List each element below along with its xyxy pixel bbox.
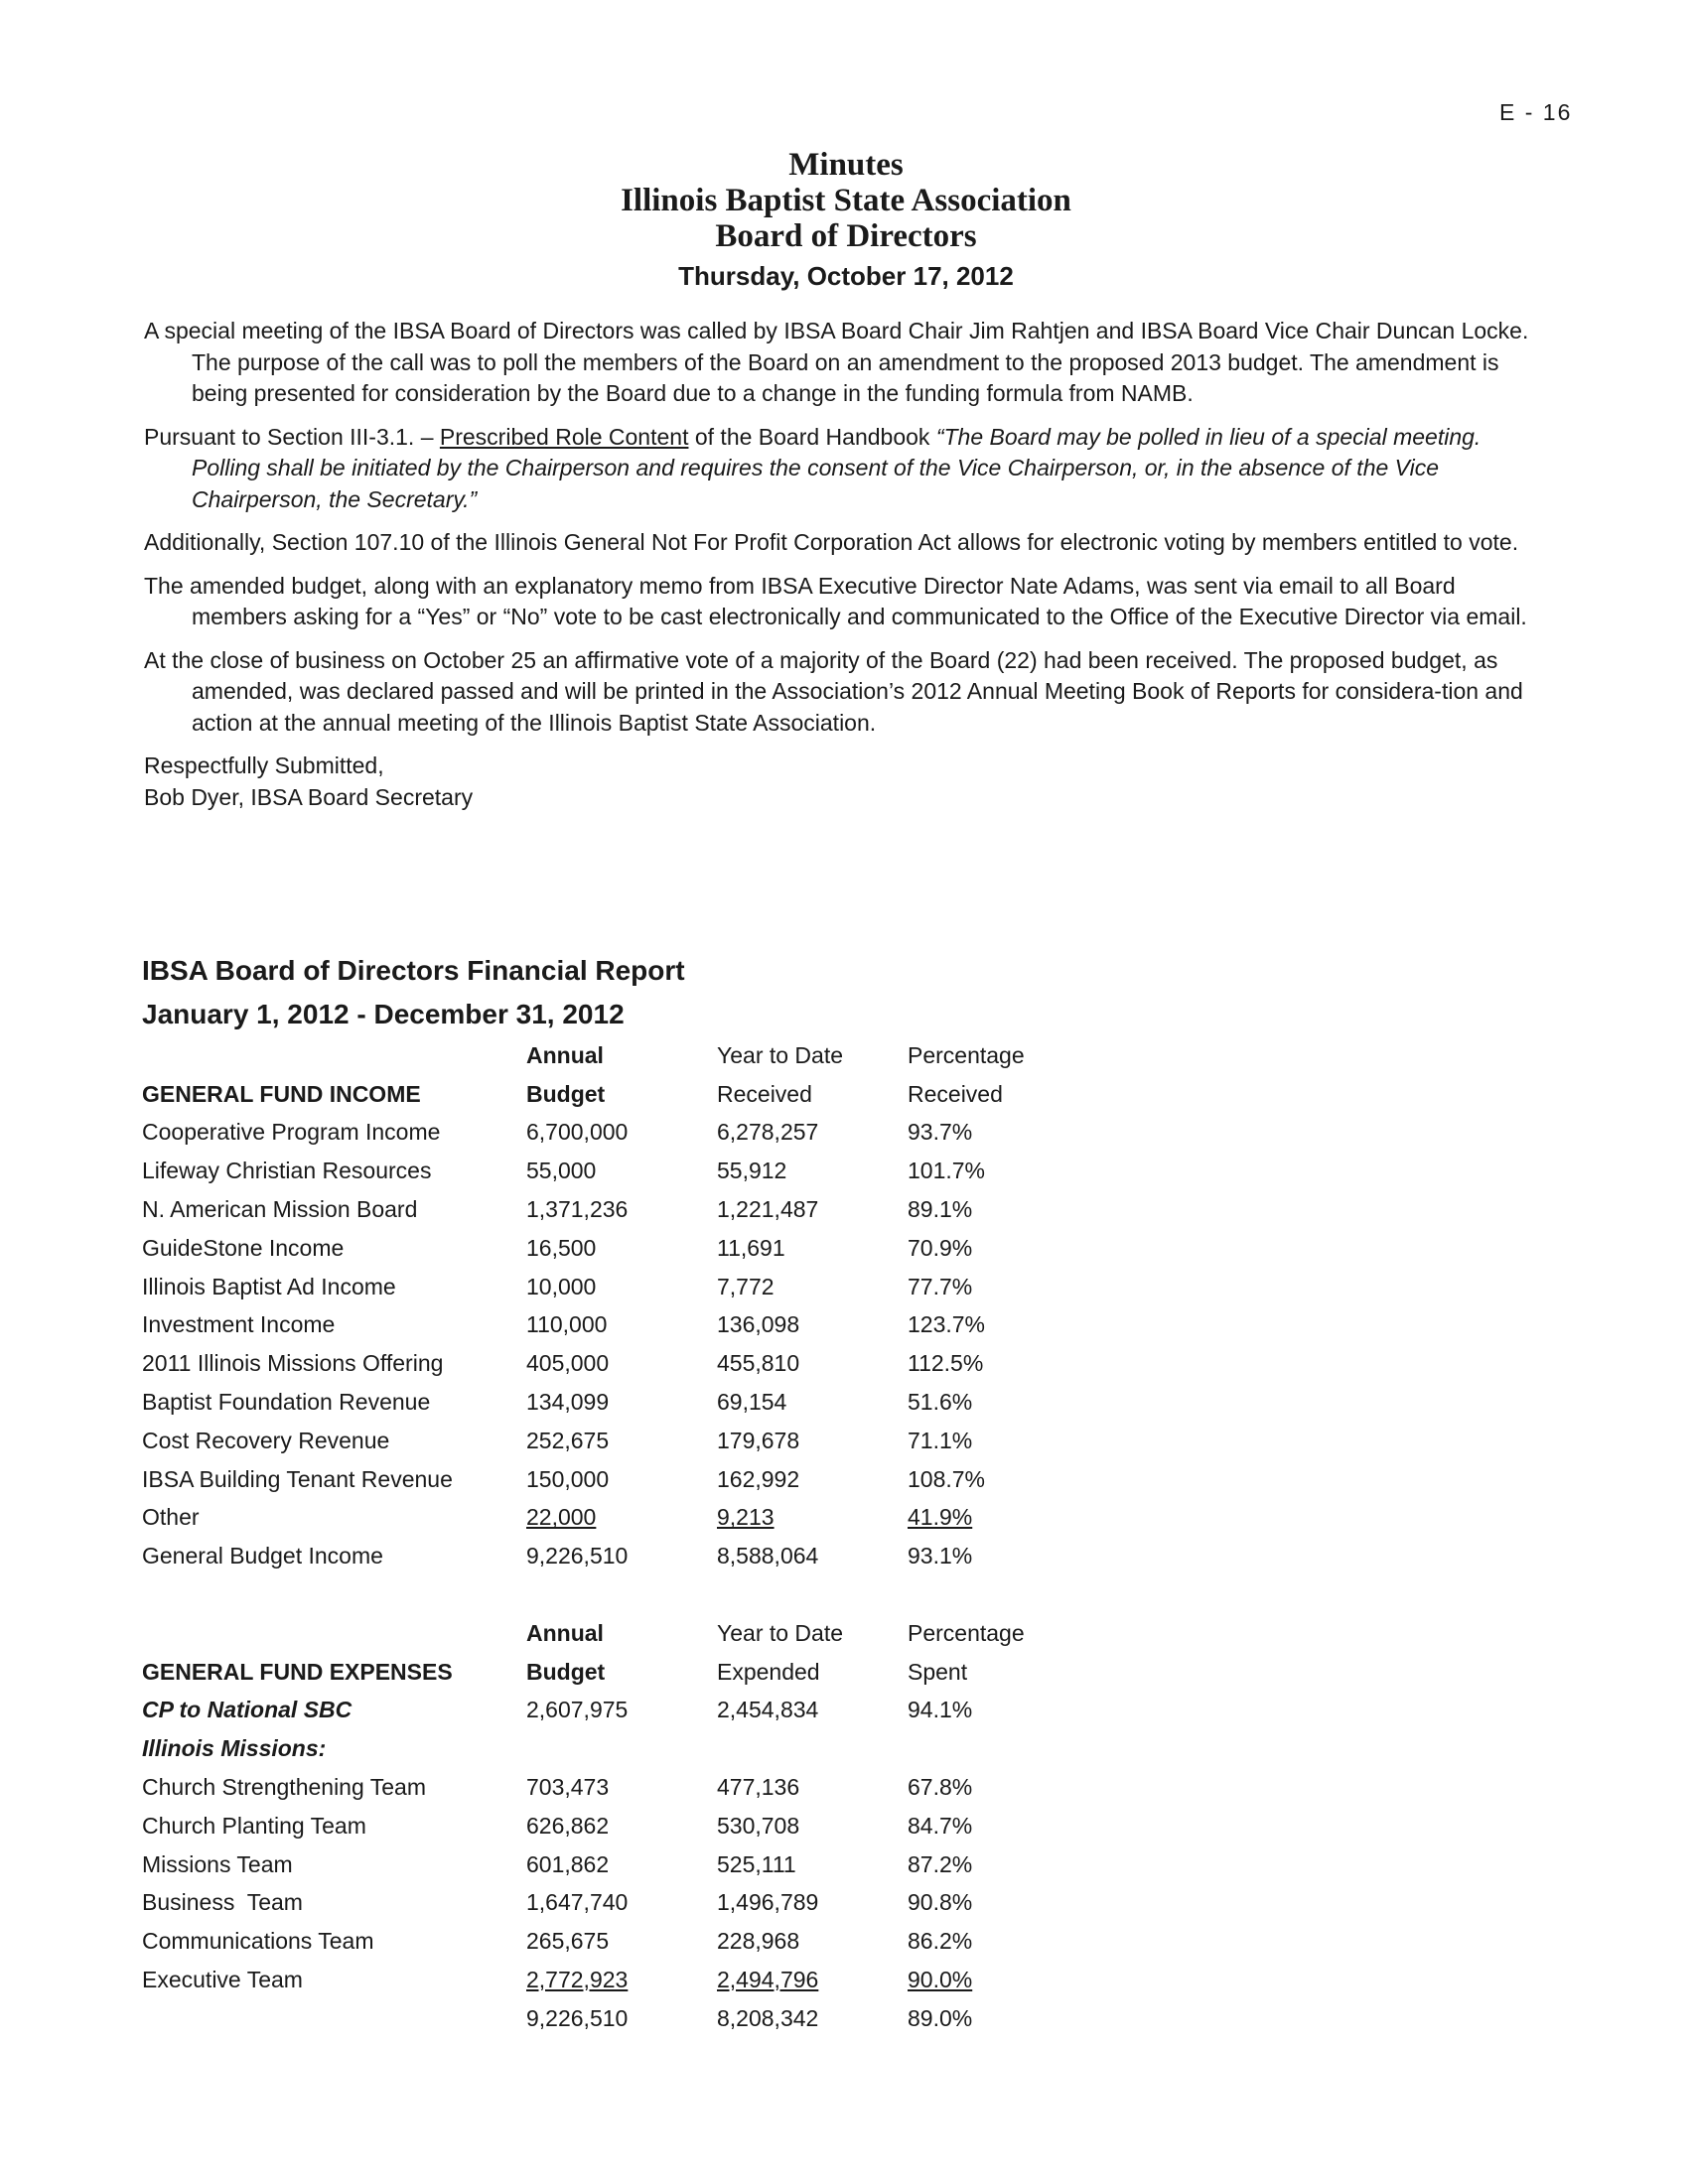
table-row [142, 1807, 1086, 1845]
table-cell: 2,454,834 [717, 1697, 819, 1723]
table-cell: Executive Team [142, 1967, 303, 1993]
table-cell: 51.6% [908, 1389, 973, 1416]
table-row [142, 1152, 1086, 1190]
table-cell: 2011 Illinois Missions Offering [142, 1350, 444, 1377]
table-cell: 6,278,257 [717, 1119, 819, 1146]
table-cell: 228,968 [717, 1928, 800, 1955]
table-cell: Percentage [908, 1619, 1025, 1646]
handbook-text-pre: Pursuant to Section III-3.1. – [144, 423, 440, 450]
table-cell: 87.2% [908, 1850, 973, 1877]
table-row [142, 1922, 1086, 1961]
paragraph-amended-budget: The amended budget, along with an explanatory memo from IBSA Executive Director Nate Adams, was sent via email to all Board members asking for a “Yes” or “No” vote to be cast electronically and communicated to the Office of the Executive Director via email. [144, 572, 1527, 629]
table-cell: 69,154 [717, 1389, 787, 1416]
table-cell: Other [142, 1504, 200, 1531]
table-cell: 11,691 [717, 1234, 785, 1261]
handbook-text-mid: of the Board Handbook [688, 423, 936, 450]
table-cell: Lifeway Christian Resources [142, 1158, 432, 1184]
table-cell: N. American Mission Board [142, 1196, 418, 1223]
expense-header-row-2 [142, 1653, 1086, 1692]
expense-header-row-1 [142, 1614, 1086, 1653]
table-cell: 1,647,740 [526, 1889, 629, 1916]
table-cell: Percentage [908, 1041, 1025, 1068]
report-period: January 1, 2012 - December 31, 2012 [142, 999, 625, 1029]
table-cell: Year to Date [717, 1041, 844, 1068]
table-row [142, 1692, 1086, 1730]
table-cell: CP to National SBC [142, 1697, 352, 1723]
table-cell: 8,588,064 [717, 1543, 819, 1570]
income-header-row-2 [142, 1075, 1086, 1114]
table-cell: 67.8% [908, 1774, 973, 1801]
table-cell: 22,000 [526, 1504, 597, 1531]
table-cell: 162,992 [717, 1465, 800, 1492]
table-cell: 112.5% [908, 1350, 984, 1377]
heading-board: Board of Directors [715, 218, 977, 254]
table-cell: General Budget Income [142, 1543, 383, 1570]
expense-total-row [142, 1999, 1086, 2038]
table-row [142, 1383, 1086, 1422]
table-cell: 150,000 [526, 1465, 610, 1492]
heading-minutes: Minutes [788, 147, 904, 183]
table-cell: 70.9% [908, 1234, 973, 1261]
document-heading [0, 147, 1692, 294]
table-row [142, 1268, 1086, 1306]
paragraph-handbook [144, 422, 1554, 516]
table-cell: 110,000 [526, 1311, 608, 1338]
table-cell: 252,675 [526, 1427, 610, 1453]
table-cell: Investment Income [142, 1311, 336, 1338]
table-cell: Church Strengthening Team [142, 1774, 426, 1801]
income-header-row-1 [142, 1036, 1086, 1075]
paragraph-meeting-call: A special meeting of the IBSA Board of Directors was called by IBSA Board Chair Jim Rahtjen and IBSA Board Vice Chair Duncan Locke. The purpose of the call was to poll the members of the Board on an amendment to the proposed 2013 budget. The amendment is being presented for consideration by the Board due to a change in the funding formula from NAMB. [144, 318, 1529, 406]
table-cell: 179,678 [717, 1427, 800, 1453]
table-row [142, 1845, 1086, 1884]
table-cell: Spent [908, 1658, 968, 1685]
table-cell: Missions Team [142, 1850, 293, 1877]
paragraph-electronic-voting: Additionally, Section 107.10 of the Illinois General Not For Profit Corporation Act allows for electronic voting by members entitled to vote. [144, 529, 1519, 555]
section-row [142, 1729, 1086, 1768]
table-row [142, 1422, 1086, 1460]
table-row [142, 1884, 1086, 1923]
table-cell: Year to Date [717, 1619, 844, 1646]
table-cell: 601,862 [526, 1850, 610, 1877]
spacer-row [142, 1575, 1086, 1614]
table-cell: 1,371,236 [526, 1196, 629, 1223]
table-cell: 7,772 [717, 1273, 775, 1299]
income-table [142, 1036, 1086, 2038]
table-cell: 93.7% [908, 1119, 973, 1146]
table-cell: Illinois Baptist Ad Income [142, 1273, 396, 1299]
financial-report [142, 949, 1135, 2038]
table-cell: 89.0% [908, 2004, 973, 2031]
table-row [142, 1190, 1086, 1229]
table-cell: 1,221,487 [717, 1196, 819, 1223]
report-title: IBSA Board of Directors Financial Report [142, 955, 685, 986]
table-cell: 455,810 [717, 1350, 800, 1377]
signature-name: Bob Dyer, IBSA Board Secretary [144, 783, 474, 810]
table-cell: 90.8% [908, 1889, 973, 1916]
heading-organization: Illinois Baptist State Association [621, 183, 1071, 218]
table-cell: Cost Recovery Revenue [142, 1427, 390, 1453]
table-cell: 9,213 [717, 1504, 775, 1531]
table-cell: 1,496,789 [717, 1889, 819, 1916]
table-cell: Received [908, 1080, 1003, 1107]
table-cell: 108.7% [908, 1465, 986, 1492]
page-number: E - 16 [1499, 99, 1573, 125]
table-cell: 93.1% [908, 1543, 973, 1570]
table-cell: Communications Team [142, 1928, 374, 1955]
table-cell: 71.1% [908, 1427, 973, 1453]
table-cell [142, 1999, 526, 2038]
table-cell: 123.7% [908, 1311, 986, 1338]
table-row [142, 1229, 1086, 1268]
table-cell: 10,000 [526, 1273, 597, 1299]
table-row [142, 1306, 1086, 1345]
table-cell: Expended [717, 1658, 820, 1685]
table-row [142, 1961, 1086, 1999]
signature-closing: Respectfully Submitted, [144, 752, 384, 778]
table-cell: Received [717, 1080, 812, 1107]
table-row [142, 1114, 1086, 1153]
table-cell: 9,226,510 [526, 1543, 629, 1570]
income-total-row [142, 1537, 1086, 1575]
table-cell: Annual [526, 1619, 604, 1646]
table-row [142, 1499, 1086, 1538]
table-cell: 525,111 [717, 1850, 796, 1877]
table-cell: 477,136 [717, 1774, 800, 1801]
table-cell: Annual [526, 1041, 604, 1068]
table-cell: 6,700,000 [526, 1119, 629, 1146]
handbook-section-link: Prescribed Role Content [439, 423, 689, 450]
minutes-body [144, 316, 1554, 813]
table-cell: Budget [526, 1080, 606, 1107]
heading-date: Thursday, October 17, 2012 [678, 261, 1014, 291]
table-cell: IBSA Building Tenant Revenue [142, 1465, 453, 1492]
table-cell: Baptist Foundation Revenue [142, 1389, 431, 1416]
table-cell: Cooperative Program Income [142, 1119, 441, 1146]
table-cell: 134,099 [526, 1389, 610, 1416]
handbook-quote: “The Board may be polled in lieu of a special meeting. Polling shall be initiated by the Chairperson and requires the consent of the Vice Chairperson, or, in the absence of the Vice Chairperson, the Secretary.” [192, 423, 1481, 512]
table-cell: 2,607,975 [526, 1697, 629, 1723]
table-cell: 626,862 [526, 1812, 610, 1839]
signature-block [144, 751, 1554, 813]
table-cell: 405,000 [526, 1350, 610, 1377]
table-cell: 77.7% [908, 1273, 973, 1299]
table-cell: 89.1% [908, 1196, 973, 1223]
table-cell: GENERAL FUND EXPENSES [142, 1658, 453, 1685]
table-row [142, 1460, 1086, 1499]
table-row [142, 1768, 1086, 1807]
table-cell [142, 1614, 526, 1653]
table-cell: 55,912 [717, 1158, 787, 1184]
table-cell: GENERAL FUND INCOME [142, 1080, 421, 1107]
paragraph-vote-result: At the close of business on October 25 an affirmative vote of a majority of the Board (22) had been received. The proposed budget, as amended, was declared passed and will be printed in the Association’s 2012 Annual Meeting Book of Reports for considera-tion and action at the annual meeting of the Illinois Baptist State Association. [144, 646, 1523, 736]
table-cell: 136,098 [717, 1311, 800, 1338]
table-cell: 265,675 [526, 1928, 610, 1955]
table-cell: 101.7% [908, 1158, 986, 1184]
table-cell: Business Team [142, 1889, 303, 1916]
table-row [142, 1344, 1086, 1383]
table-cell: GuideStone Income [142, 1234, 345, 1261]
table-cell: 84.7% [908, 1812, 973, 1839]
section-label: Illinois Missions: [142, 1735, 327, 1762]
table-cell: 90.0% [908, 1967, 973, 1993]
table-cell: 703,473 [526, 1774, 610, 1801]
table-cell [142, 1036, 526, 1075]
table-cell: Budget [526, 1658, 606, 1685]
table-cell: 16,500 [526, 1234, 597, 1261]
table-cell: 530,708 [717, 1812, 800, 1839]
table-cell: Church Planting Team [142, 1812, 366, 1839]
table-cell: 2,772,923 [526, 1967, 629, 1993]
table-cell: 9,226,510 [526, 2004, 629, 2031]
table-cell: 86.2% [908, 1928, 973, 1955]
table-cell: 94.1% [908, 1697, 973, 1723]
table-cell: 2,494,796 [717, 1967, 819, 1993]
table-cell: 8,208,342 [717, 2004, 819, 2031]
table-cell: 41.9% [908, 1504, 973, 1531]
table-cell: 55,000 [526, 1158, 597, 1184]
